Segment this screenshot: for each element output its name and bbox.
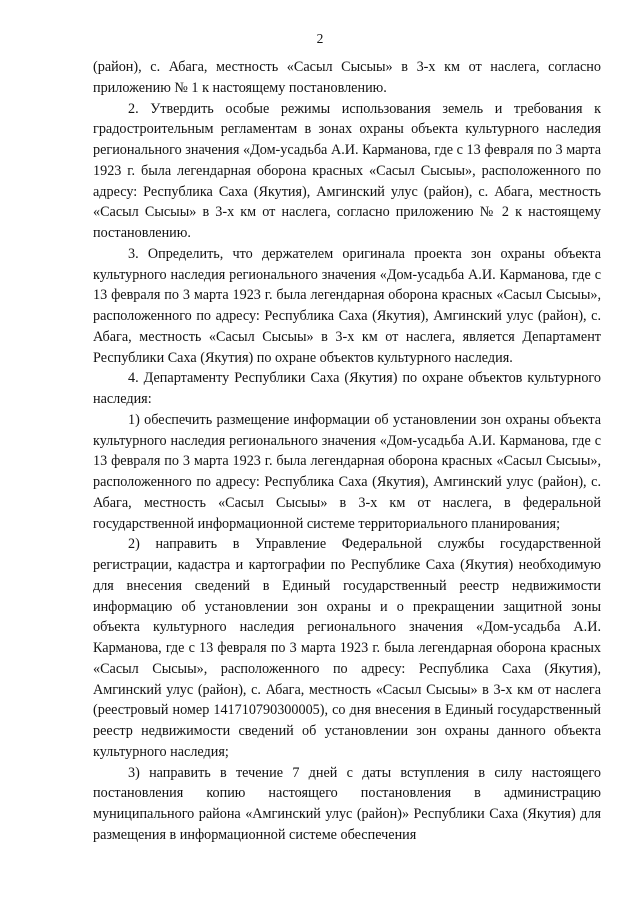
paragraph-item-4-2: 2) направить в Управление Федеральной службы государственной регистрации, кадастра и картографии по Республике Саха (Якутия) необходимую для внесения сведений в Единый государственный реестр недвижимости информацию об установлении зон охраны и о прекращении защитной зоны объекта культурного наследия регионального значения «Дом-усадьба А.И. Карманова, где с 13 февраля по 3 марта 1923 г. была легендарная оборона красных «Сасыл Сысыы», расположенного по адресу: Республика Саха (Якутия), Амгинский улус (район), с. Абага, местность «Сасыл Сысыы» в 3-х км от наслега (реестровый номер 141710790300005), со дня внесения в Единый государственный реестр недвижимости сведений об установлении зон охраны данного объекта культурного наследия; [93, 536, 601, 760]
paragraph-item-2: 2. Утвердить особые режимы использования земель и требования к градостроительным регламентам в зонах охраны объекта культурного наследия регионального значения «Дом-усадьба А.И. Карманова, где с 13 февраля по 3 марта 1923 г. была легендарная оборона красных «Сасыл Сысыы», расположенного по адресу: Республика Саха (Якутия), Амгинский улус (район), с. Абага, местность «Сасыл Сысыы» в 3-х км от наслега, согласно приложению № 2 к настоящему постановлению. [93, 100, 601, 241]
page-number: 2 [316, 31, 324, 46]
paragraph-item-4-1: 1) обеспечить размещение информации об установлении зон охраны объекта культурного наследия регионального значения «Дом-усадьба А.И. Карманова, где с 13 февраля по 3 марта 1923 г. была легендарная оборона красных «Сасыл Сысыы», расположенного по адресу: Республика Саха (Якутия), Амгинский улус (район), с. Абага, местность «Сасыл Сысыы» в 3-х км от наслега, в федеральной государственной информационной системе территориального планирования; [93, 411, 601, 532]
paragraph-item-3: 3. Определить, что держателем оригинала проекта зон охраны объекта культурного наследия регионального значения «Дом-усадьба А.И. Карманова, где с 13 февраля по 3 марта 1923 г. была легендарная оборона красных «Сасыл Сысыы», расположенного по адресу: Республика Саха (Якутия), Амгинский улус (район), с. Абага, местность «Сасыл Сысыы» в 3-х км от наслега, является Департамент Республики Саха (Якутия) по охране объектов культурного наследия. [93, 245, 601, 366]
paragraph-continuation: (район), с. Абага, местность «Сасыл Сысыы» в 3-х км от наслега, согласно приложению № 1 к настоящему постановлению. [93, 59, 601, 96]
paragraph-item-4: 4. Департаменту Республики Саха (Якутия) по охране объектов культурного наследия: [93, 370, 601, 407]
document-body [93, 57, 601, 846]
paragraph-item-4-3: 3) направить в течение 7 дней с даты вступления в силу настоящего постановления копию настоящего постановления в администрацию муниципального района «Амгинский улус (район)» Республики Саха (Якутия) для размещения в информационной системе обеспечения [93, 764, 601, 843]
